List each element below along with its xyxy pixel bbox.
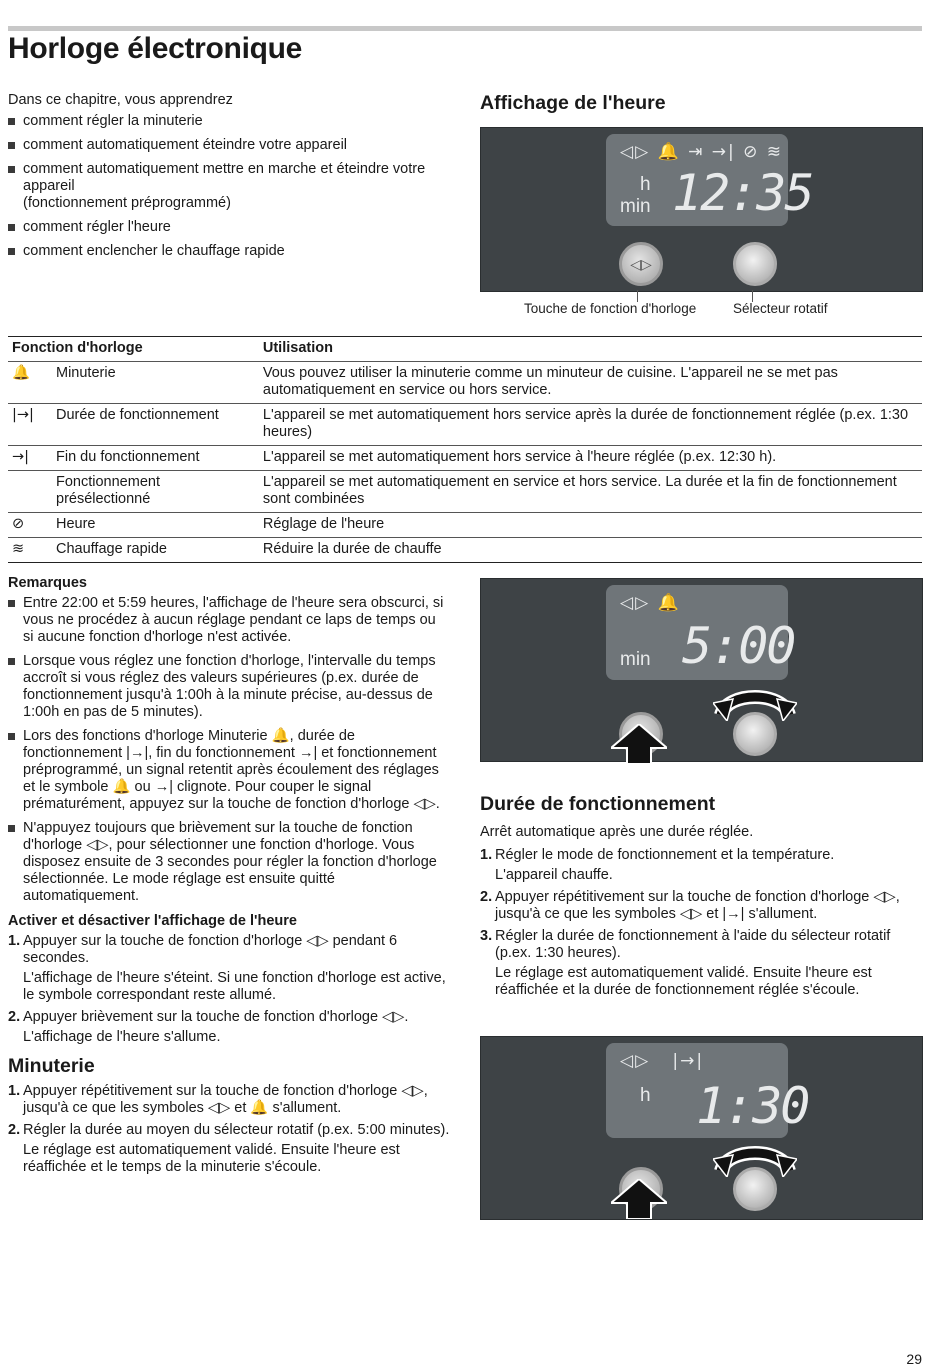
list-item: comment enclencher le chauffage rapide	[8, 243, 468, 260]
time-readout: 1:30	[696, 1077, 809, 1135]
duree-lead: Arrêt automatique après une durée réglée.	[480, 824, 754, 840]
function-name: Fonctionnement présélectionné	[52, 471, 259, 513]
column-header: Utilisation	[259, 337, 922, 362]
time-readout: 12:35	[672, 164, 813, 222]
chapter-intro	[8, 92, 468, 267]
rotate-arrow-icon	[713, 1137, 797, 1177]
activer-steps	[8, 933, 450, 1046]
page-title: Horloge électronique	[8, 32, 303, 65]
function-use: L'appareil se met automatiquement en service et hors service. La durée et la fin de fonctionnement sont combinées	[259, 471, 922, 513]
unit-h: h	[640, 1085, 651, 1106]
rotate-arrow-icon	[713, 681, 797, 721]
oven-panel-3	[480, 1036, 923, 1220]
list-item: comment régler l'heure	[8, 219, 468, 236]
display-symbols: ◁▷ |→|	[620, 1051, 705, 1071]
section-heading-duree: Durée de fonctionnement	[480, 793, 716, 815]
list-item: N'appuyez toujours que brièvement sur la touche de fonction d'horloge ◁▷, pour sélectionner une fonction d'horloge. Vous disposez ensuite de 3 secondes pour régler la fonction d'horloge sélectionnée. Le mode réglage est ensuite quitté automatiquement.	[8, 820, 450, 905]
step: 3. Régler la durée de fonctionnement à l'aide du sélecteur rotatif (p.ex. 1:30 heures). Le réglage est automatiquement validé. Ensuite l'heure est réaffichée et la durée de fonctionnement réglée s'écoule.	[480, 928, 891, 998]
function-use: Vous pouvez utiliser la minuterie comme un minuteur de cuisine. L'appareil ne se met pas automatiquement en service ou hors service.	[259, 362, 922, 404]
left-column	[8, 575, 450, 1181]
minuterie-steps	[8, 1083, 450, 1176]
list-item: Lorsque vous réglez une fonction d'horloge, l'intervalle du temps accroît si vous réglez des valeurs supérieures (p.ex. durée de fonctionnement jusqu'à 1:00h à la minute précise, au-dessus de 1:00h en pas de 5 minutes).	[8, 653, 450, 721]
step: 2. Appuyer répétitivement sur la touche de fonction d'horloge ◁▷, jusqu'à ce que les symboles ◁▷ et |→| s'allument.	[480, 889, 900, 922]
function-use: L'appareil se met automatiquement hors service à l'heure réglée (p.ex. 12:30 h).	[259, 446, 922, 471]
activer-heading: Activer et désactiver l'affichage de l'heure	[8, 913, 297, 929]
table-row	[8, 362, 922, 404]
function-use: Réglage de l'heure	[259, 513, 922, 538]
bell-icon: 🔔	[8, 362, 52, 404]
press-arrow-icon	[611, 724, 667, 764]
table-row	[8, 404, 922, 446]
duration-display	[606, 1043, 809, 1138]
column-header: Fonction d'horloge	[8, 337, 259, 362]
table-row	[8, 446, 922, 471]
duration-icon: |→|	[8, 404, 52, 446]
function-name: Chauffage rapide	[52, 538, 259, 563]
press-arrow-icon	[611, 1179, 667, 1219]
display-symbols: ◁▷ 🔔	[620, 593, 681, 613]
clock-function-button[interactable]	[619, 242, 663, 286]
display-symbols: ◁▷ 🔔 ⇥ →| ⊘ ≋	[620, 142, 784, 162]
intro-lead: Dans ce chapitre, vous apprendrez	[8, 92, 233, 108]
rapid-heat-icon: ≋	[8, 538, 52, 563]
function-use: L'appareil se met automatiquement hors service après la durée de fonctionnement réglée (p.ex. 1:30 heures)	[259, 404, 922, 446]
function-use: Réduire la durée de chauffe	[259, 538, 922, 563]
clock-functions-table	[8, 336, 922, 563]
function-name: Minuterie	[52, 362, 259, 404]
section-heading-affichage: Affichage de l'heure	[480, 92, 666, 114]
step: 2. Régler la durée au moyen du sélecteur rotatif (p.ex. 5:00 minutes). Le réglage est automatiquement validé. Ensuite l'heure est réaffichée et le temps de la minuterie s'écoule.	[8, 1122, 450, 1175]
list-item: Lors des fonctions d'horloge Minuterie 🔔, durée de fonctionnement |→|, fin du fonctionnement →| et fonctionnement préprogrammé, un signal retentit après écoulement des réglages et le symbole 🔔 ou →| clignote. Pour couper le signal prématurément, appuyez sur la touche de fonction d'horloge ◁▷.	[8, 728, 450, 813]
top-rule	[8, 26, 922, 31]
empty-icon-cell	[8, 471, 52, 513]
function-name: Fin du fonctionnement	[52, 446, 259, 471]
oven-panel-2	[480, 578, 923, 762]
table-row	[8, 513, 922, 538]
step: 1. Régler le mode de fonctionnement et la température. L'appareil chauffe.	[480, 847, 835, 883]
oven-panel-1	[480, 127, 923, 292]
table-row	[8, 538, 922, 563]
list-item: comment automatiquement mettre en marche et éteindre votre appareil (fonctionnement préprogrammé)	[8, 161, 468, 212]
function-name: Durée de fonctionnement	[52, 404, 259, 446]
function-name: Heure	[52, 513, 259, 538]
clock-function-icon: ◁▷	[630, 257, 652, 273]
step: 2. Appuyer brièvement sur la touche de fonction d'horloge ◁▷. L'affichage de l'heure s'allume.	[8, 1009, 409, 1045]
section-heading-minuterie: Minuterie	[8, 1055, 95, 1077]
time-readout: 5:00	[682, 617, 795, 675]
remarques-list	[8, 595, 450, 905]
unit-h: h	[640, 174, 651, 195]
intro-list	[8, 113, 468, 260]
duree-steps	[480, 847, 922, 999]
step: 1. Appuyer répétitivement sur la touche de fonction d'horloge ◁▷, jusqu'à ce que les symboles ◁▷ et 🔔 s'allument.	[8, 1083, 428, 1116]
caption-clock-button: Touche de fonction d'horloge	[524, 301, 697, 316]
page-number: 29	[906, 1351, 922, 1367]
rotary-selector[interactable]	[733, 242, 777, 286]
unit-min: min	[620, 196, 651, 217]
end-time-icon: →|	[8, 446, 52, 471]
clock-icon: ⊘	[8, 513, 52, 538]
right-column	[480, 824, 922, 1004]
unit-min: min	[620, 649, 651, 670]
clock-display	[606, 134, 813, 226]
list-item: comment automatiquement éteindre votre appareil	[8, 137, 468, 154]
caption-rotary-selector: Sélecteur rotatif	[733, 301, 828, 316]
list-item: comment régler la minuterie	[8, 113, 468, 130]
table-row	[8, 471, 922, 513]
list-item: Entre 22:00 et 5:59 heures, l'affichage de l'heure sera obscurci, si vous ne procédez à aucun réglage pendant ce laps de temps ou si aucune fonction d'horloge n'est activée.	[8, 595, 450, 646]
timer-display	[606, 585, 795, 680]
step: 1. Appuyer sur la touche de fonction d'horloge ◁▷ pendant 6 secondes. L'affichage de l'heure s'éteint. Si une fonction d'horloge est active, le symbole correspondant reste allumé.	[8, 933, 446, 1003]
table-header-row	[8, 337, 922, 362]
remarques-heading: Remarques	[8, 575, 87, 591]
